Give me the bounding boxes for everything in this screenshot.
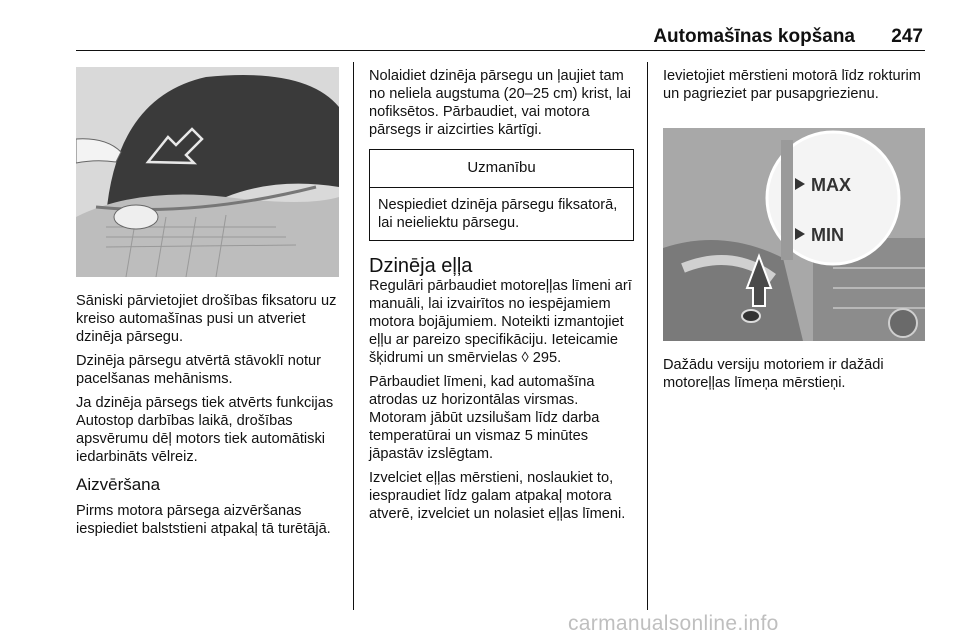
section-heading: Dzinēja eļļa	[369, 255, 473, 277]
dipstick-max-label: MAX	[811, 175, 851, 195]
car-hood-lift-illustration	[76, 67, 339, 277]
col1-closing-paragraph: Pirms motora pārsega aizvēršanas iespiediet balststieni atpakaļ tā turētājā.	[76, 503, 331, 537]
oil-dipstick-illustration	[663, 128, 925, 341]
col2-intro: Nolaidiet dzinēja pārsegu un ļaujiet tam no neliela augstuma (20–25 cm) krist, lai nofiksētos. Pārbaudiet, vai motora pārsegs ir aizcirties kārtīgi.	[369, 68, 632, 138]
column-2	[369, 67, 639, 529]
column-3-caption	[663, 356, 928, 398]
dipstick-min-label: MIN	[811, 225, 844, 245]
closing-heading: Aizvēršana	[76, 475, 161, 494]
caution-text: Nespiediet dzinēja pārsegu fiksatorā, lai neieliektu pārsegu.	[378, 197, 618, 231]
col3-caption: Dažādu versiju motoriem ir dažādi motoreļļas līmeņa mērstieņi.	[663, 357, 884, 391]
col2-paragraph-1: Regulāri pārbaudiet motoreļļas līmeni arī manuāli, lai izvairītos no iespējamiem motora bojājumiem. Noteikti izmantojiet eļļu ar pareizo specifikāciju. Ieteicamie šķidrumi un smērvielas ◊ 295.	[369, 278, 632, 366]
header-rule	[76, 50, 925, 51]
col2-paragraph-2: Pārbaudiet līmeni, kad automašīna atrodas uz horizontālas virsmas. Motoram jābūt uzsilušam līdz darba temperatūrai un vismaz 5 minūtes jāpastāv izslēgtam.	[369, 374, 600, 462]
col3-intro: Ievietojiet mērstieni motorā līdz rokturim un pagrieziet par pusapgriezienu.	[663, 68, 921, 102]
column-divider-2	[647, 62, 648, 610]
page-number: 247	[891, 26, 923, 47]
col1-paragraph-2: Dzinēja pārsegu atvērtā stāvoklī notur pacelšanas mehānisms.	[76, 353, 321, 387]
page-header-title: Automašīnas kopšana	[653, 26, 855, 47]
col1-paragraph-3: Ja dzinēja pārsegs tiek atvērts funkcijas Autostop darbības laikā, drošības apsvērumu dēļ motors tiek automātiski iedarbināts vēlreiz.	[76, 395, 334, 465]
caution-title: Uzmanību	[370, 150, 633, 188]
column-3	[663, 67, 928, 109]
col2-paragraph-3: Izvelciet eļļas mērstieni, noslaukiet to, iespraudiet līdz galam atpakaļ motora atverē, izvelciet un nolasiet eļļas līmeni.	[369, 470, 626, 522]
watermark: carmanualsonline.info	[568, 612, 779, 635]
col1-paragraph-1: Sāniski pārvietojiet drošības fiksatoru uz kreiso automašīnas pusi un atveriet dzinēja pārsegu.	[76, 293, 337, 345]
column-1	[76, 292, 346, 544]
caution-box	[369, 149, 634, 241]
column-divider-1	[353, 62, 354, 610]
